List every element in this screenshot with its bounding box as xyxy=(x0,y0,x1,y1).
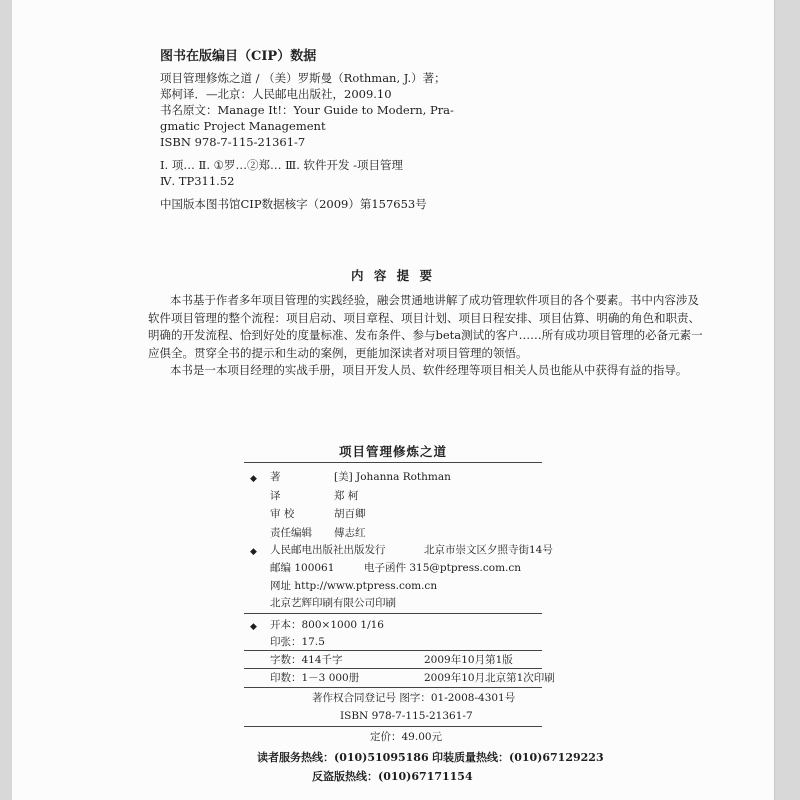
cip-title: 图书在版编目（CIP）数据 xyxy=(160,49,317,64)
postcode: 邮编 100061 xyxy=(270,562,335,574)
email: 电子函件 315@ptpress.com.cn xyxy=(364,562,522,574)
divider xyxy=(244,668,542,669)
printer: 北京艺辉印刷有限公司印刷 xyxy=(270,597,396,609)
divider xyxy=(244,687,542,688)
divider xyxy=(244,726,542,727)
edition: 2009年10月第1版 xyxy=(424,654,513,666)
cip-classification-2: Ⅳ. TP311.52 xyxy=(160,174,235,188)
author: [美] Johanna Rothman xyxy=(334,471,451,483)
cip-record-number: 中国版本图书馆CIP数据核字（2009）第157653号 xyxy=(160,197,427,211)
price: 定价：49.00元 xyxy=(370,731,443,743)
printing: 2009年10月北京第1次印刷 xyxy=(424,672,555,684)
copyright-page xyxy=(12,0,775,800)
book-title: 项目管理修炼之道 xyxy=(338,444,447,459)
diamond-bullet-icon: ◆ xyxy=(250,474,257,484)
cip-line-1: 项目管理修炼之道 / （美）罗斯曼（Rothman, J.）著； xyxy=(160,71,446,85)
reviewer-label: 审 校 xyxy=(270,508,295,520)
website: 网址 http://www.ptpress.com.cn xyxy=(270,580,438,592)
divider xyxy=(244,650,542,651)
editor: 傅志红 xyxy=(334,527,366,539)
cip-line-2: 郑柯译．—北京：人民邮电出版社，2009.10 xyxy=(160,87,392,101)
cip-classification-1: Ⅰ. 项… Ⅱ. ①罗…②郑… Ⅲ. 软件开发 -项目管理 xyxy=(160,158,404,172)
reader-service-hotline: 读者服务热线：(010)51095186 xyxy=(257,751,429,764)
translator: 郑 柯 xyxy=(334,490,359,502)
summary-paragraph: 本书基于作者多年项目管理的实践经验，融会贯通地讲解了成功管理软件项目的各个要素。书中内容涉及软件项目管理的整个流程：项目启动、项目章程、项目计划、项目日程安排、项目估算、明确的角色和职责、明确的开发流程、恰到好处的度量标准、发布条件、参与beta测试的客户……所有成功项目管理的必备元素一应俱全。贯穿全书的提示和生动的案例，更能加深读者对项目管理的领悟。 xyxy=(148,293,703,360)
isbn: ISBN 978-7-115-21361-7 xyxy=(340,710,473,722)
diamond-bullet-icon: ◆ xyxy=(250,622,257,632)
sheets: 印张：17.5 xyxy=(270,636,325,648)
translator-label: 译 xyxy=(270,490,281,502)
word-count: 字数：414千字 xyxy=(270,654,343,666)
summary-title: 内 容 提 要 xyxy=(350,268,436,283)
antipiracy-hotline: 反盗版热线：(010)67171154 xyxy=(312,770,473,783)
format: 开本：800×1000 1/16 xyxy=(270,619,384,631)
divider xyxy=(244,613,542,614)
copyright-registration: 著作权合同登记号 图字：01-2008-4301号 xyxy=(312,692,516,704)
publisher: 人民邮电出版社出版发行 xyxy=(270,544,386,556)
divider xyxy=(244,462,542,463)
publisher-address: 北京市崇文区夕照寺街14号 xyxy=(424,544,553,556)
reviewer: 胡百卿 xyxy=(334,508,366,520)
print-run: 印数：1－3 000册 xyxy=(270,672,360,684)
editor-label: 责任编辑 xyxy=(270,527,312,539)
cip-line-3: 书名原文：Manage It!：Your Guide to Modern, Pra- xyxy=(160,103,454,117)
quality-hotline: 印装质量热线：(010)67129223 xyxy=(432,751,604,764)
summary-paragraph: 本书是一本项目经理的实战手册，项目开发人员、软件经理等项目相关人员也能从中获得有益的指导。 xyxy=(169,363,688,377)
cip-isbn: ISBN 978-7-115-21361-7 xyxy=(160,135,306,149)
summary-body xyxy=(148,292,706,380)
author-label: 著 xyxy=(270,471,281,483)
cip-line-4: gmatic Project Management xyxy=(160,119,326,133)
diamond-bullet-icon: ◆ xyxy=(250,547,257,557)
